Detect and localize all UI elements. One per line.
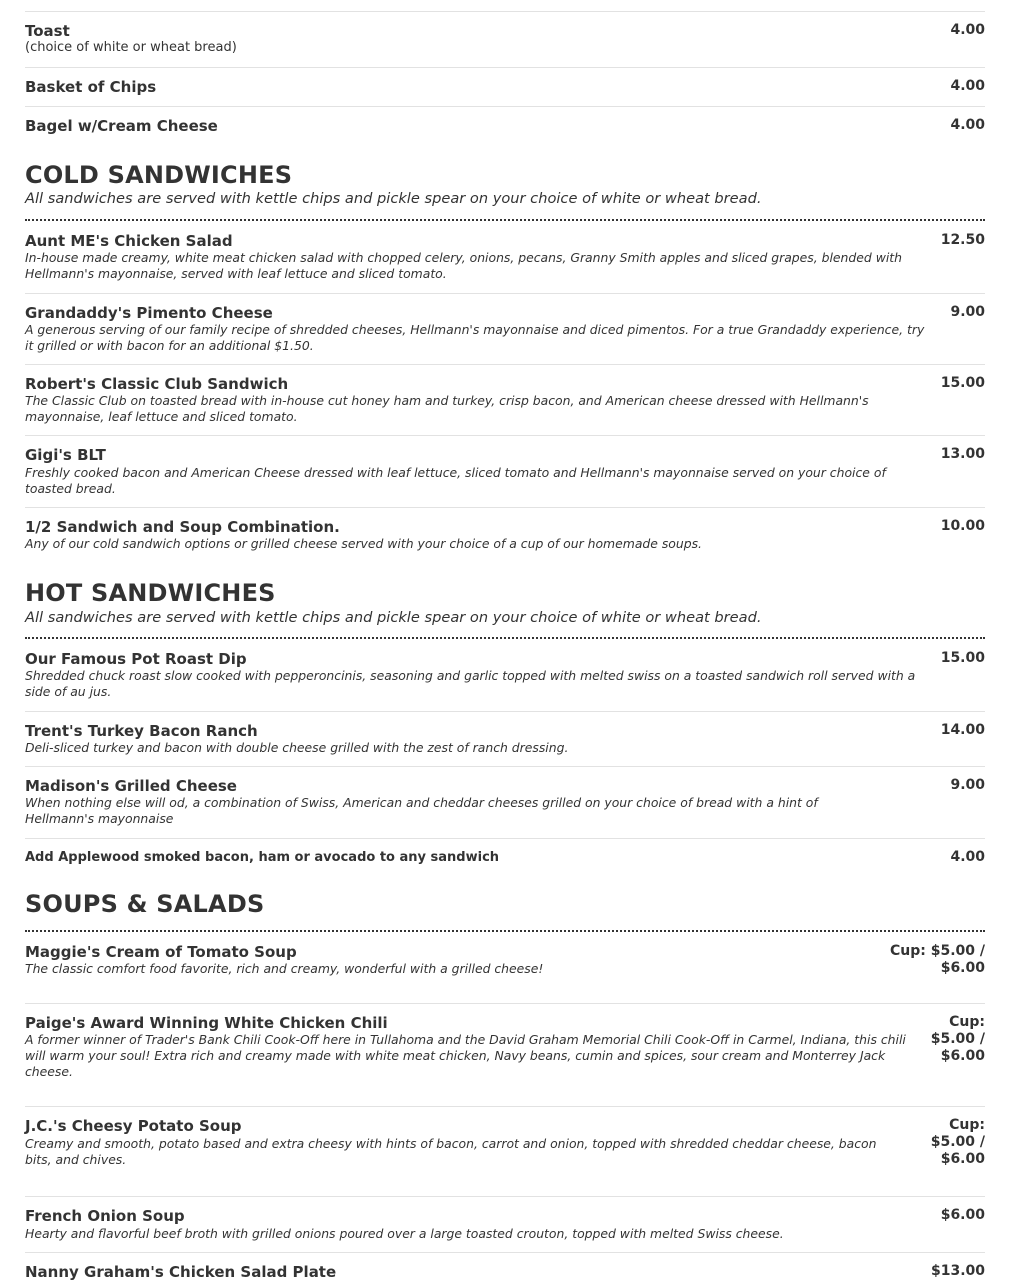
item-desc: The Classic Club on toasted bread with in-house cut honey ham and turkey, crisp bacon, and American cheese dressed with Hellmann's mayonnaise, leaf lettuce and sliced tomato.: [25, 393, 869, 424]
menu-item-blt: [25, 446, 985, 497]
item-price: 13.00: [940, 446, 985, 462]
item-price: 10.00: [940, 518, 985, 534]
menu-item-grilled-cheese: [25, 777, 985, 827]
divider: [25, 435, 985, 436]
item-name: 1/2 Sandwich and Soup Combination.: [25, 518, 340, 536]
item-desc: Shredded chuck roast slow cooked with pepperoncinis, seasoning and garlic topped with melted swiss on a toasted sandwich roll served with a side of au jus.: [25, 668, 916, 699]
item-name: Maggie's Cream of Tomato Soup: [25, 943, 297, 961]
menu-item-white-chicken-chili: [25, 1014, 985, 1080]
price-line: $6.00: [940, 1207, 985, 1223]
divider: [25, 106, 985, 107]
item-name: Robert's Classic Club Sandwich: [25, 375, 289, 393]
item-name: Trent's Turkey Bacon Ranch: [25, 722, 258, 740]
item-desc: Freshly cooked bacon and American Cheese dressed with leaf lettuce, sliced tomato and Hellmann's mayonnaise served on your choice of toasted bread.: [25, 465, 886, 496]
divider: [25, 507, 985, 508]
item-price: 15.00: [940, 375, 985, 391]
price-line: $5.00 /: [930, 1031, 985, 1047]
item-price: 9.00: [950, 777, 985, 793]
section-subtitle-hot: All sandwiches are served with kettle chips and pickle spear on your choice of white or wheat bread.: [25, 609, 762, 626]
item-name: Our Famous Pot Roast Dip: [25, 650, 247, 668]
item-price: [890, 943, 985, 977]
item-desc: A generous serving of our family recipe of shredded cheeses, Hellmann's mayonnaise and diced pimentos. For a true Grandaddy experience, try it grilled or with bacon for an additional $1.50.: [25, 322, 925, 353]
item-name: J.C.'s Cheesy Potato Soup: [25, 1117, 242, 1135]
menu-item-pot-roast-dip: [25, 650, 985, 700]
menu-item-sandwich-soup-combo: [25, 518, 985, 552]
item-price: 12.50: [940, 232, 985, 248]
item-name: Toast: [25, 22, 70, 40]
item-name: French Onion Soup: [25, 1207, 185, 1225]
item-name: Paige's Award Winning White Chicken Chili: [25, 1014, 388, 1032]
item-name: Grandaddy's Pimento Cheese: [25, 304, 273, 322]
item-name: Add Applewood smoked bacon, ham or avocado to any sandwich: [25, 850, 500, 865]
item-desc: The classic comfort food favorite, rich and creamy, wonderful with a grilled cheese!: [25, 961, 544, 976]
section-subtitle-cold: All sandwiches are served with kettle chips and pickle spear on your choice of white or wheat bread.: [25, 190, 762, 207]
item-desc: Hearty and flavorful beef broth with grilled onions poured over a large toasted crouton, topped with melted Swiss cheese.: [25, 1226, 784, 1241]
item-price: 4.00: [950, 849, 985, 865]
section-title-cold: COLD SANDWICHES: [25, 161, 293, 189]
divider: [25, 1106, 985, 1107]
item-price: [931, 1263, 985, 1280]
price-line: $5.00 /: [930, 1134, 985, 1150]
menu-item-addon: [25, 849, 985, 867]
item-desc: (choice of white or wheat bread): [25, 40, 237, 55]
divider: [25, 67, 985, 68]
menu-item-chips: [25, 78, 985, 96]
item-price: [941, 1207, 985, 1224]
menu-item-toast: [25, 22, 985, 56]
divider: [25, 364, 985, 365]
item-name: Gigi's BLT: [25, 446, 106, 464]
menu-item-french-onion-soup: [25, 1207, 985, 1242]
item-name: Bagel w/Cream Cheese: [25, 117, 218, 135]
menu-item-tomato-soup: [25, 943, 985, 977]
menu-item-chicken-salad: [25, 232, 985, 282]
price-line: $13.00: [930, 1263, 985, 1279]
divider: [25, 11, 985, 12]
item-price: 9.00: [950, 304, 985, 320]
divider: [25, 1003, 985, 1004]
divider: [25, 1196, 985, 1197]
divider: [25, 293, 985, 294]
price-line: Cup: $5.00 /: [889, 943, 985, 959]
item-price: 4.00: [950, 117, 985, 133]
price-line: $6.00: [940, 960, 985, 976]
item-name: Madison's Grilled Cheese: [25, 777, 237, 795]
menu-item-chicken-salad-plate: [25, 1263, 985, 1281]
price-line: $6.00: [940, 1048, 985, 1064]
item-price: 4.00: [950, 78, 985, 94]
item-desc: In-house made creamy, white meat chicken salad with chopped celery, onions, pecans, Granny Smith apples and sliced grapes, blended with Hellmann's mayonnaise, served with leaf lettuce and sliced tomato.: [25, 250, 902, 281]
menu-item-cheesy-potato-soup: [25, 1117, 985, 1168]
item-name: Nanny Graham's Chicken Salad Plate: [25, 1263, 337, 1281]
section-divider: [25, 219, 985, 221]
price-line: $6.00: [940, 1151, 985, 1167]
item-desc: Any of our cold sandwich options or grilled cheese served with your choice of a cup of our homemade soups.: [25, 536, 702, 551]
section-title-hot: HOT SANDWICHES: [25, 579, 276, 607]
menu-item-turkey-bacon-ranch: [25, 722, 985, 756]
item-name: Basket of Chips: [25, 78, 157, 96]
menu-item-club-sandwich: [25, 375, 985, 425]
divider: [25, 766, 985, 767]
item-price: 14.00: [940, 722, 985, 738]
item-desc: Deli-sliced turkey and bacon with double cheese grilled with the zest of ranch dressing.: [25, 740, 569, 755]
item-price: [929, 1014, 985, 1065]
item-price: [929, 1117, 985, 1168]
price-line: Cup:: [949, 1014, 985, 1030]
section-divider: [25, 930, 985, 932]
divider: [25, 711, 985, 712]
divider: [25, 838, 985, 839]
item-desc: A former winner of Trader's Bank Chili Cook-Off here in Tullahoma and the David Graham Memorial Chili Cook-Off in Carmel, Indiana, this chili will warm your soul! Extra rich and creamy made with white meat chicken, Navy beans, cumin and spices, sour cream and Monterrey Jack cheese.: [25, 1032, 906, 1079]
menu-item-pimento-cheese: [25, 304, 985, 354]
item-desc: When nothing else will od, a combination of Swiss, American and cheddar cheeses grilled on your choice of bread with a hint of Hellmann's mayonnaise: [25, 795, 818, 826]
item-price: 15.00: [940, 650, 985, 666]
menu-item-bagel: [25, 117, 985, 135]
section-divider: [25, 637, 985, 639]
section-title-soups: SOUPS & SALADS: [25, 890, 265, 918]
divider: [25, 1252, 985, 1253]
item-price: 4.00: [950, 22, 985, 38]
item-desc: Creamy and smooth, potato based and extra cheesy with hints of bacon, carrot and onion, topped with shredded cheddar cheese, bacon bits, and chives.: [25, 1136, 877, 1167]
item-name: Aunt ME's Chicken Salad: [25, 232, 233, 250]
price-line: Cup:: [949, 1117, 985, 1133]
